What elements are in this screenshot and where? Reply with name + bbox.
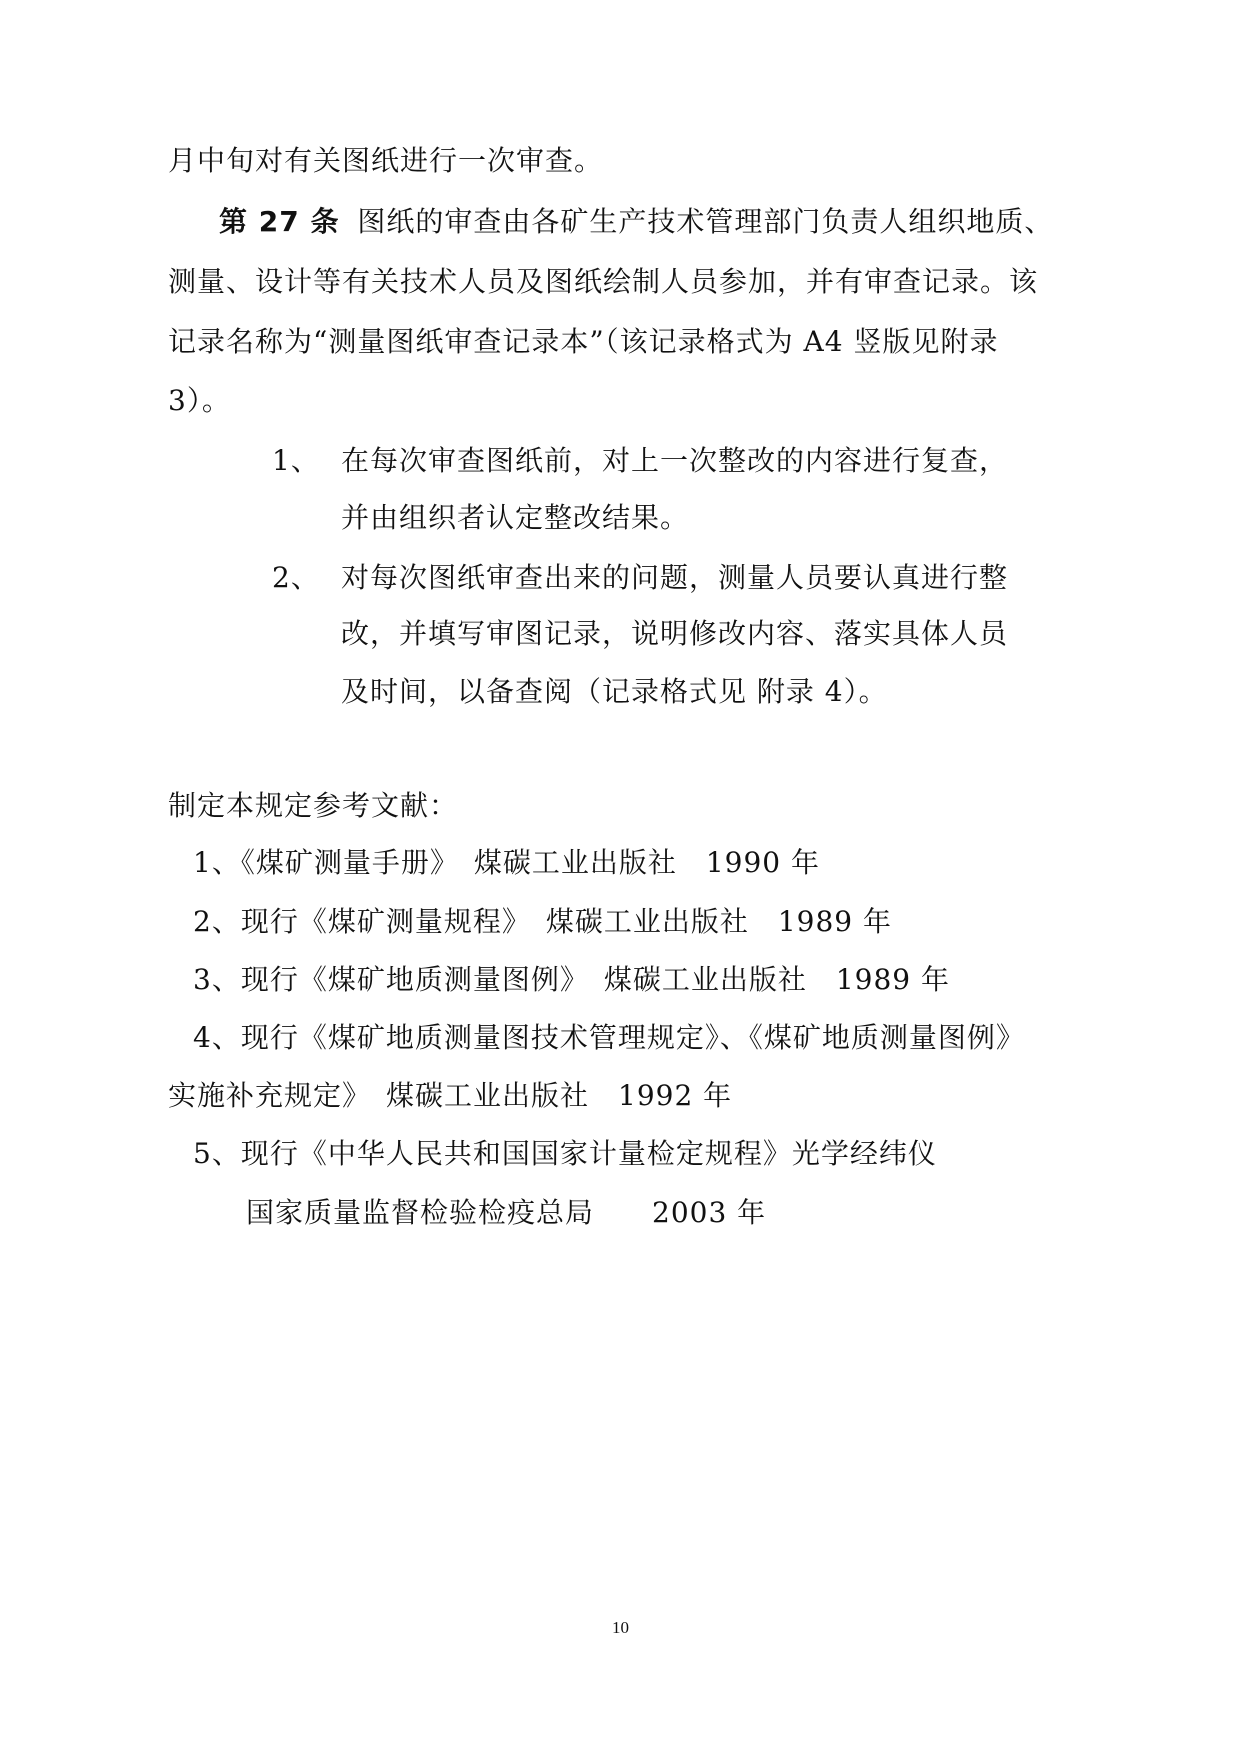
reference-5-line-1: 5、现行《中华人民共和国国家计量检定规程》光学经纬仪: [193, 1137, 937, 1170]
article-27-text-3: 记录名称为“测量图纸审查记录本”（该记录格式为 A4 竖版见附录: [168, 325, 999, 358]
reference-4-line-1: 4、现行《煤矿地质测量图技术管理规定》、《煤矿地质测量图例》: [193, 1021, 1025, 1054]
item-2-line-2: 改，并填写审图记录，说明修改内容、落实具体人员: [341, 617, 1009, 650]
reference-5-line-2: 国家质量监督检验检疫总局 2003 年: [246, 1196, 767, 1229]
item-1-line-2: 并由组织者认定整改结果。: [341, 501, 690, 534]
page-number: 10: [612, 1618, 629, 1637]
article-27-text-2: 测量、设计等有关技术人员及图纸绘制人员参加，并有审查记录。该: [168, 265, 1039, 298]
article-27-text-1: 图纸的审查由各矿生产技术管理部门负责人组织地质、: [357, 205, 1054, 238]
reference-4-line-2: 实施补充规定》 煤碳工业出版社 1992 年: [168, 1079, 733, 1112]
item-2-number: 2、: [272, 561, 320, 594]
references-heading: 制定本规定参考文献：: [168, 789, 459, 822]
item-2-line-1: 对每次图纸审查出来的问题，测量人员要认真进行整: [341, 561, 1009, 594]
item-2-line-3: 及时间，以备查阅（记录格式见 附录 4）。: [341, 675, 888, 708]
reference-2: 2、现行《煤矿测量规程》 煤碳工业出版社 1989 年: [193, 905, 892, 938]
article-27-text-4: 3）。: [168, 384, 231, 417]
item-1-line-1: 在每次审查图纸前，对上一次整改的内容进行复查，: [341, 444, 1009, 477]
reference-3: 3、现行《煤矿地质测量图例》 煤碳工业出版社 1989 年: [193, 963, 950, 996]
item-1-number: 1、: [272, 444, 320, 477]
article-27-label: 第 27 条: [219, 205, 340, 238]
reference-1: 1、《煤矿测量手册》 煤碳工业出版社 1990 年: [193, 846, 820, 879]
continuation-line: 月中旬对有关图纸进行一次审查。: [168, 144, 604, 177]
article-27-first-line: [219, 202, 1053, 242]
